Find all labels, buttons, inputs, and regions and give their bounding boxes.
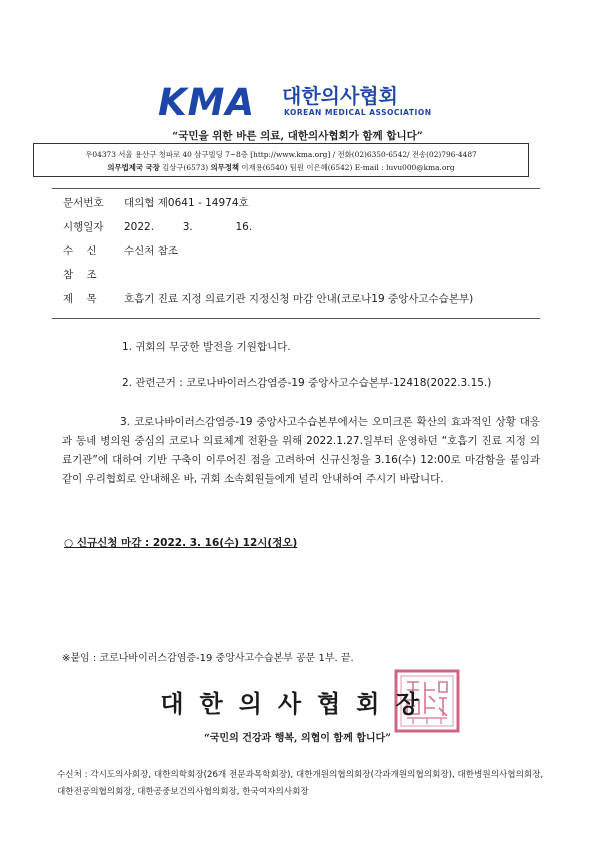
slogan: “국민을 위한 바른 의료, 대한의사협회가 함께 합니다” [172, 130, 423, 142]
deadline-notice: ○ 신규신청 마감 : 2022. 3. 16(수) 12시(정오) [64, 537, 298, 549]
sender-slogan: “국민의 건강과 행복, 의협이 함께 합니다” [204, 733, 391, 744]
policy-name: 이재용(6540) [241, 163, 288, 172]
staff-label: 팀원 [289, 163, 304, 172]
staff-name: 이은혜(6542) [306, 163, 353, 172]
divider-top [52, 188, 540, 189]
attachment-note: ※붙임 : 코로나바이러스감염증-19 중앙사고수습본부 공문 1부. 끝. [62, 653, 354, 664]
director-name: 김상구(6573) [162, 163, 209, 172]
date-day: 16. [235, 221, 253, 233]
contact-box [33, 143, 529, 177]
date-label: 시행일자 [63, 221, 104, 233]
subject: 호흡기 진료 지정 의료기관 지정신청 마감 안내(코로나19 중앙사고수습본부) [124, 293, 474, 305]
subject-label: 제 목 [63, 293, 97, 305]
logo-mark: KMA [158, 81, 256, 124]
email[interactable]: luvu000@kma.org [386, 163, 455, 172]
divider-bottom [52, 318, 540, 319]
org-name-korean: 대한의사협회 [282, 84, 398, 108]
date-year: 2022. [124, 221, 155, 233]
date [124, 220, 252, 234]
doc-no: 대의협 제0641 - 14974호 [124, 197, 249, 209]
reference-label: 참 조 [63, 269, 97, 281]
org-name-english: KOREAN MEDICAL ASSOCIATION [284, 108, 432, 117]
date-month: 3. [182, 221, 193, 233]
doc-no-label: 문서번호 [63, 197, 104, 209]
paragraph-2: 2. 관련근거 : 코로나바이러스감염증-19 중앙사고수습본부-12418(2022.3.15.) [122, 377, 492, 389]
bureau-title: 의무법제국 [107, 163, 144, 172]
recipient-label: 수 신 [63, 245, 97, 257]
contact-staff [34, 162, 528, 173]
recipient-list: 수신처 : 각시도의사회장, 대한의학회장(26개 전문과목학회장), 대한개원의협의회장(각과개원의협의회장), 대한병원의사협의회장, 대한전공의협의회장, 대한공중보건의사협의회장, 한국여자의사회장 [57, 770, 544, 797]
paragraph-3: 3. 코로나바이러스감염증-19 중앙사고수습본부에서는 오미크론 확산의 효과적인 상황 대응과 동네 병의원 중심의 코로나 의료체계 전환을 위해 2022.1.27.일부터 운영하던 “호흡기 진료 지정 의료기관”에 대하여 기반 구축이 이루어진 점을 고려하여 신규신청을 3.16(수) 12:00로 마감함을 붙임과 같이 우리협회로 안내해온 바, 귀회 소속회원들에게 널리 안내하여 주시기 바랍니다. [62, 416, 540, 485]
contact-address: 우04373 서울 용산구 청파로 40 삼구빌딩 7~8층 [http://www.kma.org] / 전화(02)6350-6542/ 전송(02)796-4487 [85, 150, 477, 159]
policy-title: 의무정책 [210, 163, 239, 172]
logo [158, 81, 438, 124]
sender-signature: 대한의사협회장 [160, 689, 435, 718]
email-label: E-mail : [354, 163, 384, 172]
recipient: 수신처 참조 [124, 245, 179, 257]
director-label: 국장 [145, 163, 160, 172]
paragraph-1: 1. 귀회의 무궁한 발전을 기원합니다. [122, 341, 291, 353]
